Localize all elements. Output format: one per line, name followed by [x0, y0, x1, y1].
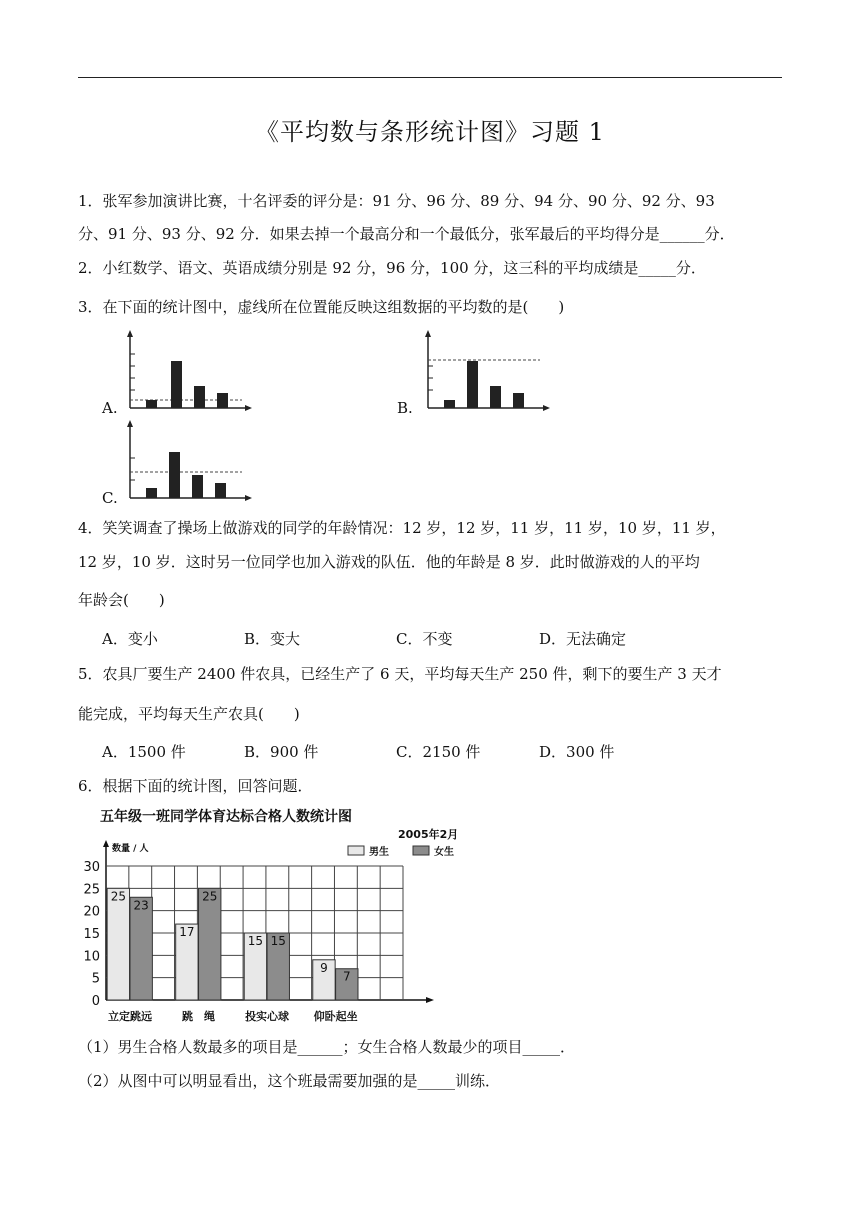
q5-line2: 能完成，平均每天生产农具( ) [78, 705, 300, 723]
q6-line1: 6．根据下面的统计图，回答问题． [78, 777, 313, 795]
q3-label-a: A. [102, 399, 118, 417]
bar-女生-0 [130, 897, 152, 1000]
q4-line3: 年龄会( ) [78, 591, 165, 609]
q4-option-d: D．无法确定 [539, 630, 627, 648]
legend-swatch-0 [348, 846, 364, 855]
chart-title: 五年级一班同学体育达标合格人数统计图 [100, 809, 352, 825]
q3-chart-c [120, 420, 260, 505]
q3-chart-b [418, 330, 558, 415]
bar-男生-0 [107, 888, 129, 1000]
x-tick-label: 投实心球 [245, 1010, 290, 1023]
q1-line2: 分、91 分、93 分、92 分．如果去掉一个最高分和一个最低分，张军最后的平均得分是______分． [78, 225, 735, 243]
y-axis-arrow [103, 840, 109, 847]
y-tick-label: 20 [83, 904, 100, 920]
chart-subtitle: 2005年2月 [398, 828, 459, 841]
q5-option-b: B．900 件 [244, 743, 319, 761]
data-label: 23 [133, 898, 149, 913]
y-tick-label: 25 [83, 882, 100, 898]
x-axis-arrow [426, 997, 434, 1003]
q3-chart-a [120, 330, 260, 415]
q5-line1: 5．农具厂要生产 2400 件农具，已经生产了 6 天，平均每天生产 250 件，剩下的要生产 3 天才 [78, 665, 722, 683]
bar-女生-1 [199, 888, 221, 1000]
y-tick-label: 5 [91, 971, 100, 987]
q4-option-c: C．不变 [396, 630, 453, 648]
q4-line2: 12 岁，10 岁．这时另一位同学也加入游戏的队伍．他的年龄是 8 岁．此时做游戏的人的平均 [78, 553, 700, 571]
q1-line1: 1．张军参加演讲比赛，十名评委的评分是：91 分、96 分、89 分、94 分、90 分、92 分、93 [78, 192, 715, 210]
q3-label-b: B. [397, 399, 413, 417]
page-title: 《平均数与条形统计图》习题 1 [255, 118, 605, 146]
legend-swatch-1 [413, 846, 429, 855]
q6-sub1: （1）男生合格人数最多的项目是______；女生合格人数最少的项目_____． [78, 1038, 576, 1056]
top-rule [78, 77, 782, 78]
q6-bar-chart [78, 800, 478, 1030]
q4-option-a: A．变小 [102, 630, 158, 648]
x-tick-label: 仰卧起坐 [313, 1010, 358, 1023]
q3-line1: 3．在下面的统计图中，虚线所在位置能反映这组数据的平均数的是( ) [78, 298, 565, 316]
q2-line1: 2．小红数学、语文、英语成绩分别是 92 分，96 分，100 分，这三科的平均成绩是_____分． [78, 259, 706, 277]
q3-label-c: C. [102, 489, 118, 507]
data-label: 15 [270, 934, 286, 948]
y-tick-label: 0 [91, 994, 100, 1009]
data-label: 17 [179, 925, 195, 940]
data-label: 7 [342, 969, 351, 984]
x-tick-label: 立定跳远 [107, 1010, 152, 1023]
q5-option-c: C．2150 件 [396, 743, 481, 761]
q4-option-b: B．变大 [244, 630, 301, 648]
q4-line1: 4．笑笑调查了操场上做游戏的同学的年龄情况：12 岁，12 岁，11 岁，11 岁，10 岁，11 岁， [78, 519, 726, 537]
y-tick-label: 30 [83, 860, 100, 875]
data-label: 9 [320, 960, 328, 975]
q5-option-a: A．1500 件 [102, 743, 186, 761]
data-label: 25 [110, 889, 126, 904]
legend-label-1: 女生 [434, 847, 454, 858]
y-tick-label: 15 [83, 927, 100, 942]
y-tick-label: 10 [83, 949, 100, 965]
y-axis-label: 数量 / 人 [112, 844, 149, 854]
data-label: 25 [202, 889, 218, 904]
x-tick-label: 跳 绳 [182, 1010, 216, 1023]
legend-label-0: 男生 [369, 847, 389, 858]
data-label: 15 [247, 934, 264, 948]
q5-option-d: D．300 件 [539, 743, 615, 761]
q6-sub2: （2）从图中可以明显看出，这个班最需要加强的是_____训练． [78, 1072, 501, 1090]
